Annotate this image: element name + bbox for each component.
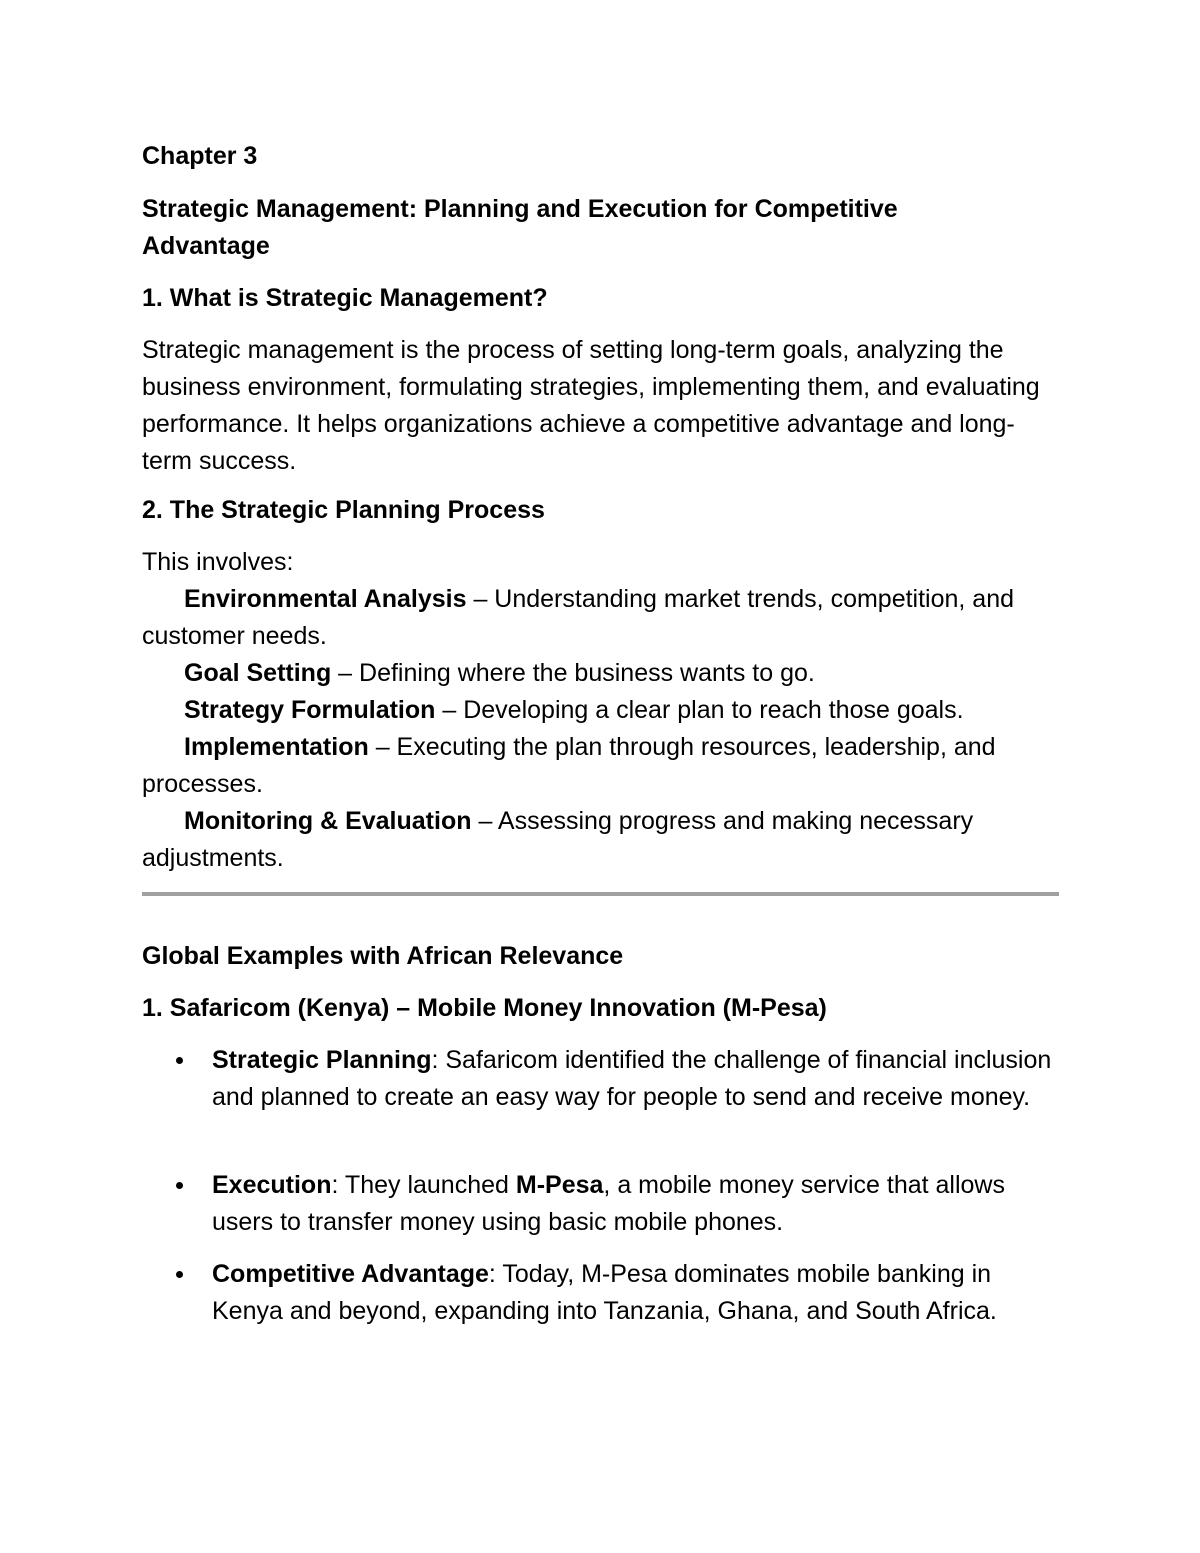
section1-body: Strategic management is the process of setting long-term goals, analyzing the business environment, formulating strategies, implementing them, and evaluating performance. It helps organizations achieve a competitive advantage and long-term success.: [142, 336, 1040, 475]
bullet-text: : Today, M-Pesa dominates mobile banking in Kenya and beyond, expanding into Tanzania, Ghana, and South Africa.: [212, 1260, 997, 1325]
process-item: [142, 803, 1062, 877]
bullet-bold-term: M-Pesa: [515, 1171, 604, 1199]
process-item: [142, 655, 1062, 692]
bullet-term: Execution: [212, 1171, 332, 1199]
process-item-term: Strategy Formulation: [184, 696, 436, 724]
bullet-icon: [176, 1182, 183, 1189]
process-item: [142, 581, 1062, 655]
bullet-text: : They launched: [331, 1171, 516, 1199]
process-item: [142, 692, 1062, 729]
section1-heading: 1. What is Strategic Management?: [142, 284, 548, 312]
chapter-label: Chapter 3: [142, 142, 258, 170]
process-item-desc: – Executing the plan through resources, leadership, and processes.: [142, 733, 996, 798]
process-intro: This involves:: [142, 548, 294, 576]
bullet-term: Competitive Advantage: [212, 1260, 489, 1288]
process-item-desc: – Assessing progress and making necessary adjustments.: [142, 807, 974, 872]
bullet-icon: [176, 1271, 183, 1278]
case1-heading: 1. Safaricom (Kenya) – Mobile Money Innovation (M-Pesa): [142, 994, 827, 1022]
bullet-icon: [176, 1057, 183, 1064]
process-item-term: Monitoring & Evaluation: [184, 807, 472, 835]
bullet-text: , a mobile money service that allows users to transfer money using basic mobile phones.: [212, 1171, 1005, 1236]
section2-heading: 2. The Strategic Planning Process: [142, 496, 545, 524]
process-item-term: Goal Setting: [184, 659, 332, 687]
document-title: Strategic Management: Planning and Execution for Competitive Advantage: [142, 195, 898, 260]
process-item-desc: – Developing a clear plan to reach those goals.: [435, 696, 964, 724]
process-item: [142, 729, 1062, 803]
examples-heading: Global Examples with African Relevance: [142, 942, 624, 970]
process-item-desc: – Understanding market trends, competition, and customer needs.: [142, 585, 1015, 650]
horizontal-divider: [142, 892, 1059, 896]
process-list: [142, 544, 1062, 877]
bullet-term: Strategic Planning: [212, 1046, 432, 1074]
process-item-term: Environmental Analysis: [184, 585, 467, 613]
process-item-desc: – Defining where the business wants to go.: [331, 659, 815, 687]
bullet-text: : Safaricom identified the challenge of financial inclusion and planned to create an easy way for people to send and receive money.: [212, 1046, 1052, 1111]
process-item-term: Implementation: [184, 733, 369, 761]
